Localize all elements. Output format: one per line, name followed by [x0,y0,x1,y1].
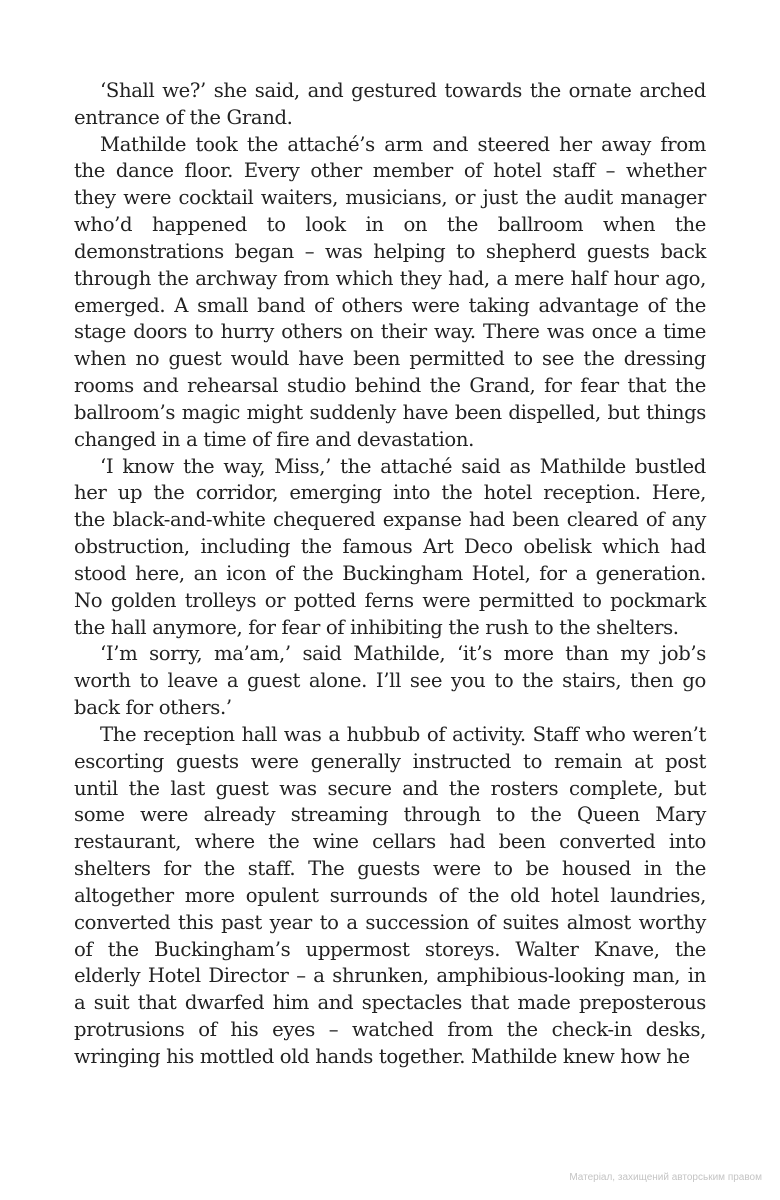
copyright-watermark: Матеріал, захищений авторським правом [569,1172,762,1183]
text-line: stood here, an icon of the Buckingham Hotel, for a generation. [74,561,706,585]
text-line: stage doors to hurry others on their way. There was once a time [74,320,706,344]
text-line: ‘Shall we?’ she said, and gestured towards the ornate arched [100,79,706,102]
text-line: wringing his mottled old hands together. Mathilde knew how he [74,1044,690,1068]
text-line: they were cocktail waiters, musicians, or just the audit manager [74,186,706,210]
text-line: some were already streaming through to the Queen Mary [74,803,706,827]
text-line: The reception hall was a hubbub of activity. Staff who weren’t [100,722,706,746]
text-line: entrance of the Grand. [74,105,293,129]
paragraph [74,132,706,454]
text-line: back for others.’ [74,696,232,720]
text-line: escorting guests were generally instructed to remain at post [74,749,706,773]
text-line: a suit that dwarfed him and spectacles that made preposterous [74,991,706,1015]
text-line: the black-and-white chequered expanse had been cleared of any [74,508,706,532]
text-line: the dance floor. Every other member of hotel staff – whether [74,159,706,183]
text-line: converted this past year to a succession of suites almost worthy [74,910,706,934]
text-line: her up the corridor, emerging into the hotel reception. Here, [74,481,706,505]
paragraph [74,454,706,642]
text-line: until the last guest was secure and the rosters complete, but [74,776,706,800]
text-line: Mathilde took the attaché’s arm and steered her away from [100,132,706,156]
text-line: the hall anymore, for fear of inhibiting the rush to the shelters. [74,615,679,639]
text-line: changed in a time of fire and devastation. [74,427,475,451]
book-page-body [74,78,706,1071]
paragraph [74,722,706,1071]
text-line: shelters for the staff. The guests were to be housed in the [74,857,706,881]
text-line: worth to leave a guest alone. I’ll see you to the stairs, then go [74,669,706,693]
text-line: emerged. A small band of others were taking advantage of the [74,293,706,317]
text-line: restaurant, where the wine cellars had been converted into [74,830,706,854]
paragraph [74,78,706,132]
text-line: ballroom’s magic might suddenly have been dispelled, but things [74,400,706,424]
paragraph [74,641,706,721]
text-line: of the Buckingham’s uppermost storeys. Walter Knave, the [74,937,706,961]
text-line: No golden trolleys or potted ferns were permitted to pockmark [74,588,706,612]
text-line: obstruction, including the famous Art Deco obelisk which had [74,535,706,559]
text-line: rooms and rehearsal studio behind the Grand, for fear that the [74,374,706,398]
text-line: through the archway from which they had, a mere half hour ago, [74,266,706,290]
text-line: altogether more opulent surrounds of the old hotel laundries, [74,883,706,907]
text-line: ‘I know the way, Miss,’ the attaché said as Mathilde bustled [100,454,706,478]
text-line: when no guest would have been permitted to see the dressing [74,347,706,371]
text-line: who’d happened to look in on the ballroom when the [74,213,706,237]
text-line: elderly Hotel Director – a shrunken, amphibious-looking man, in [74,964,706,988]
text-line: demonstrations began – was helping to shepherd guests back [74,239,706,263]
text-line: ‘I’m sorry, ma’am,’ said Mathilde, ‘it’s more than my job’s [100,642,706,666]
text-line: protrusions of his eyes – watched from the check-in desks, [74,1017,706,1041]
